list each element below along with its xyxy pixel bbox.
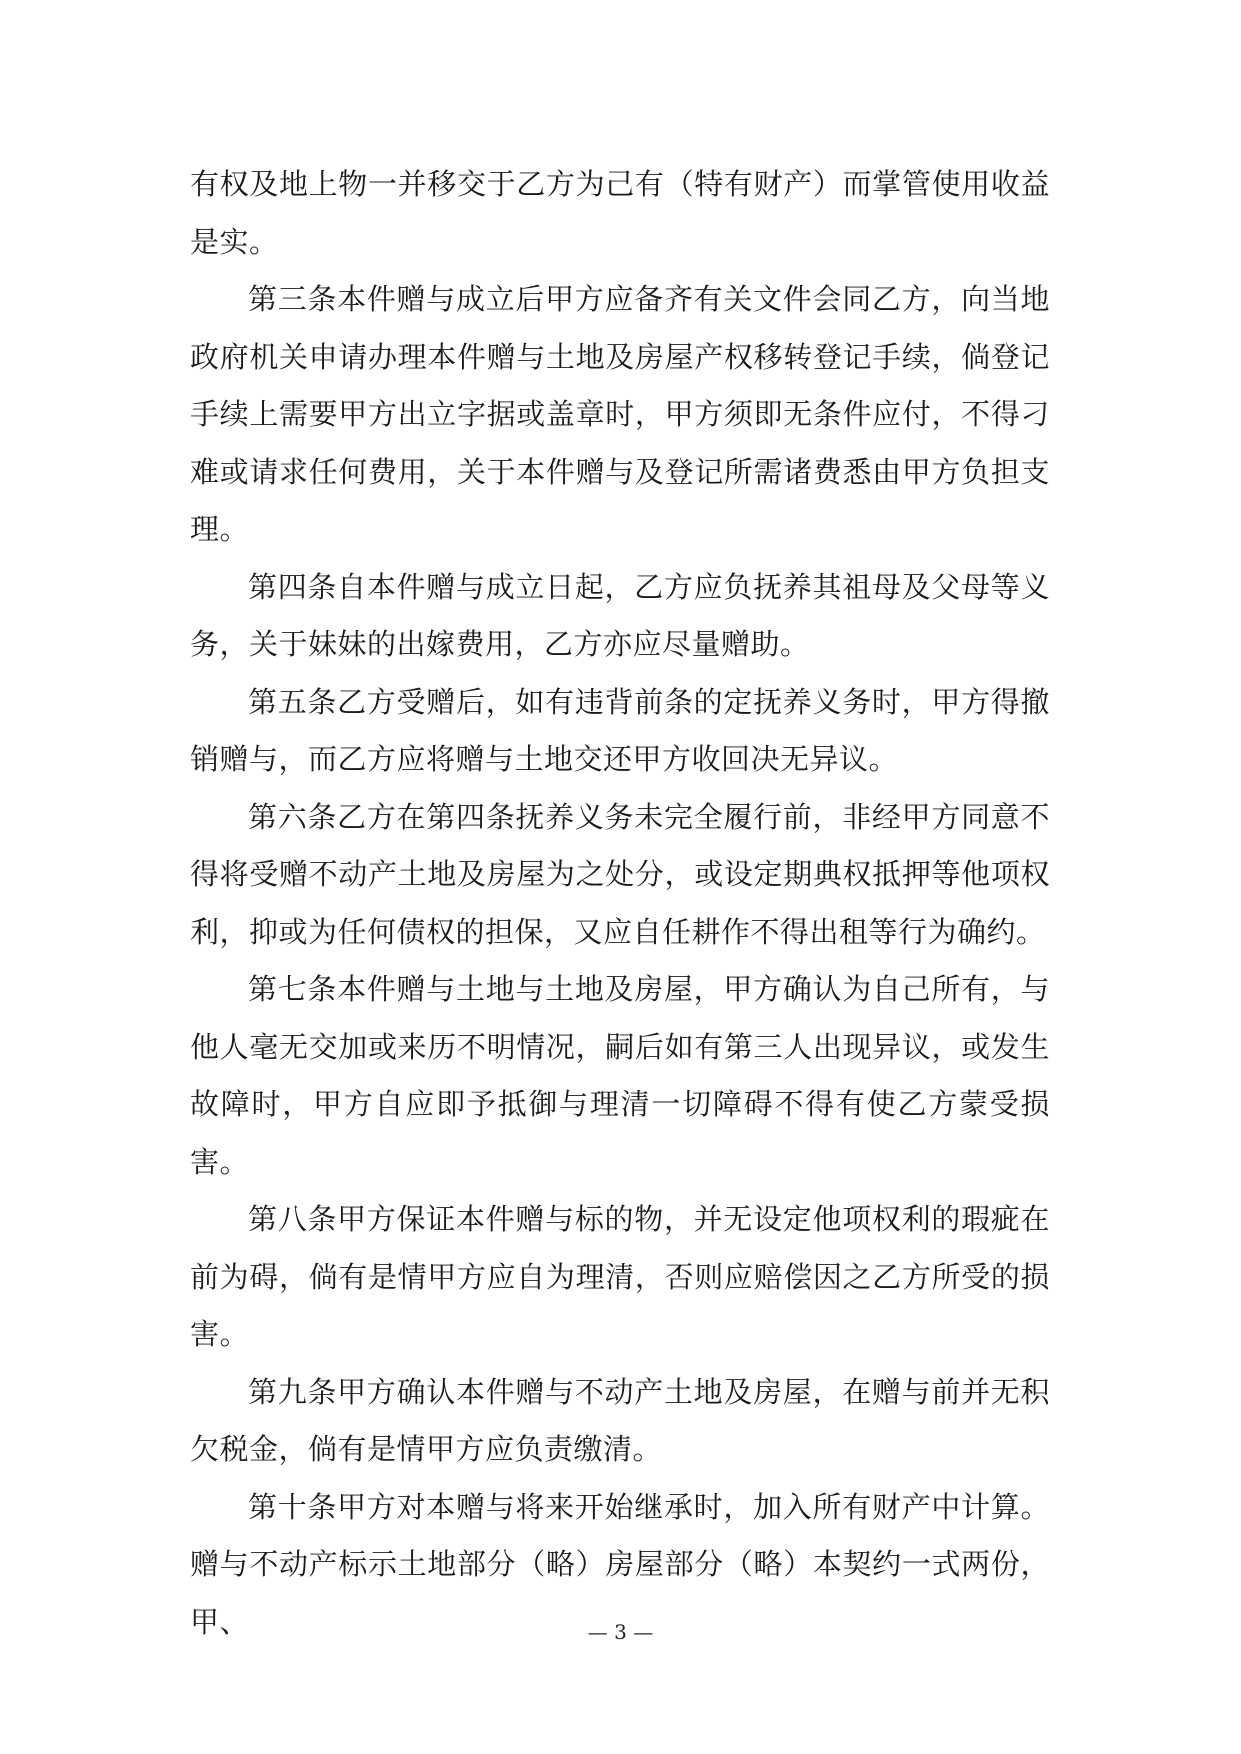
paragraph-article-9: 第九条甲方确认本件赠与不动产土地及房屋，在赠与前并无积欠税金，倘有是情甲方应负责缴清。 — [190, 1374, 1050, 1466]
document-body — [190, 156, 1050, 1651]
paragraph-article-3: 第三条本件赠与成立后甲方应备齐有关文件会同乙方，向当地政府机关申请办理本件赠与土地及房屋产权移转登记手续，倘登记手续上需要甲方出立字据或盖章时，甲方须即无条件应付，不得刁难或请求任何费用，关于本件赠与及登记所需诸费悉由甲方负担支理。 — [190, 282, 1050, 546]
paragraph-article-5: 第五条乙方受赠后，如有违背前条的定抚养义务时，甲方得撤销赠与，而乙方应将赠与土地交还甲方收回决无异议。 — [190, 684, 1050, 776]
paragraph-article-8: 第八条甲方保证本件赠与标的物，并无设定他项权利的瑕疵在前为碍，倘有是情甲方应自为理清，否则应赔偿因之乙方所受的损害。 — [190, 1202, 1050, 1351]
paragraph-article-10: 第十条甲方对本赠与将来开始继承时，加入所有财产中计算。赠与不动产标示土地部分（略）房屋部分（略）本契约一式两份，甲、 — [190, 1489, 1050, 1639]
paragraph-continuation: 有权及地上物一并移交于乙方为己有（特有财产）而掌管使用收益是实。 — [190, 167, 1050, 259]
paragraph-article-6: 第六条乙方在第四条抚养义务未完全履行前，非经甲方同意不得将受赠不动产土地及房屋为之处分，或设定期典权抵押等他项权利，抑或为任何债权的担保，又应自任耕作不得出租等行为确约。 — [190, 799, 1050, 949]
paragraph-article-7: 第七条本件赠与土地与土地及房屋，甲方确认为自己所有，与他人毫无交加或来历不明情况，嗣后如有第三人出现异议，或发生故障时，甲方自应即予抵御与理清一切障碍不得有使乙方蒙受损害。 — [190, 972, 1050, 1179]
paragraph-article-4: 第四条自本件赠与成立日起，乙方应负抚养其祖母及父母等义务，关于妹妹的出嫁费用，乙方亦应尽量赠助。 — [190, 569, 1050, 661]
page-number: — 3 — — [587, 1620, 654, 1644]
